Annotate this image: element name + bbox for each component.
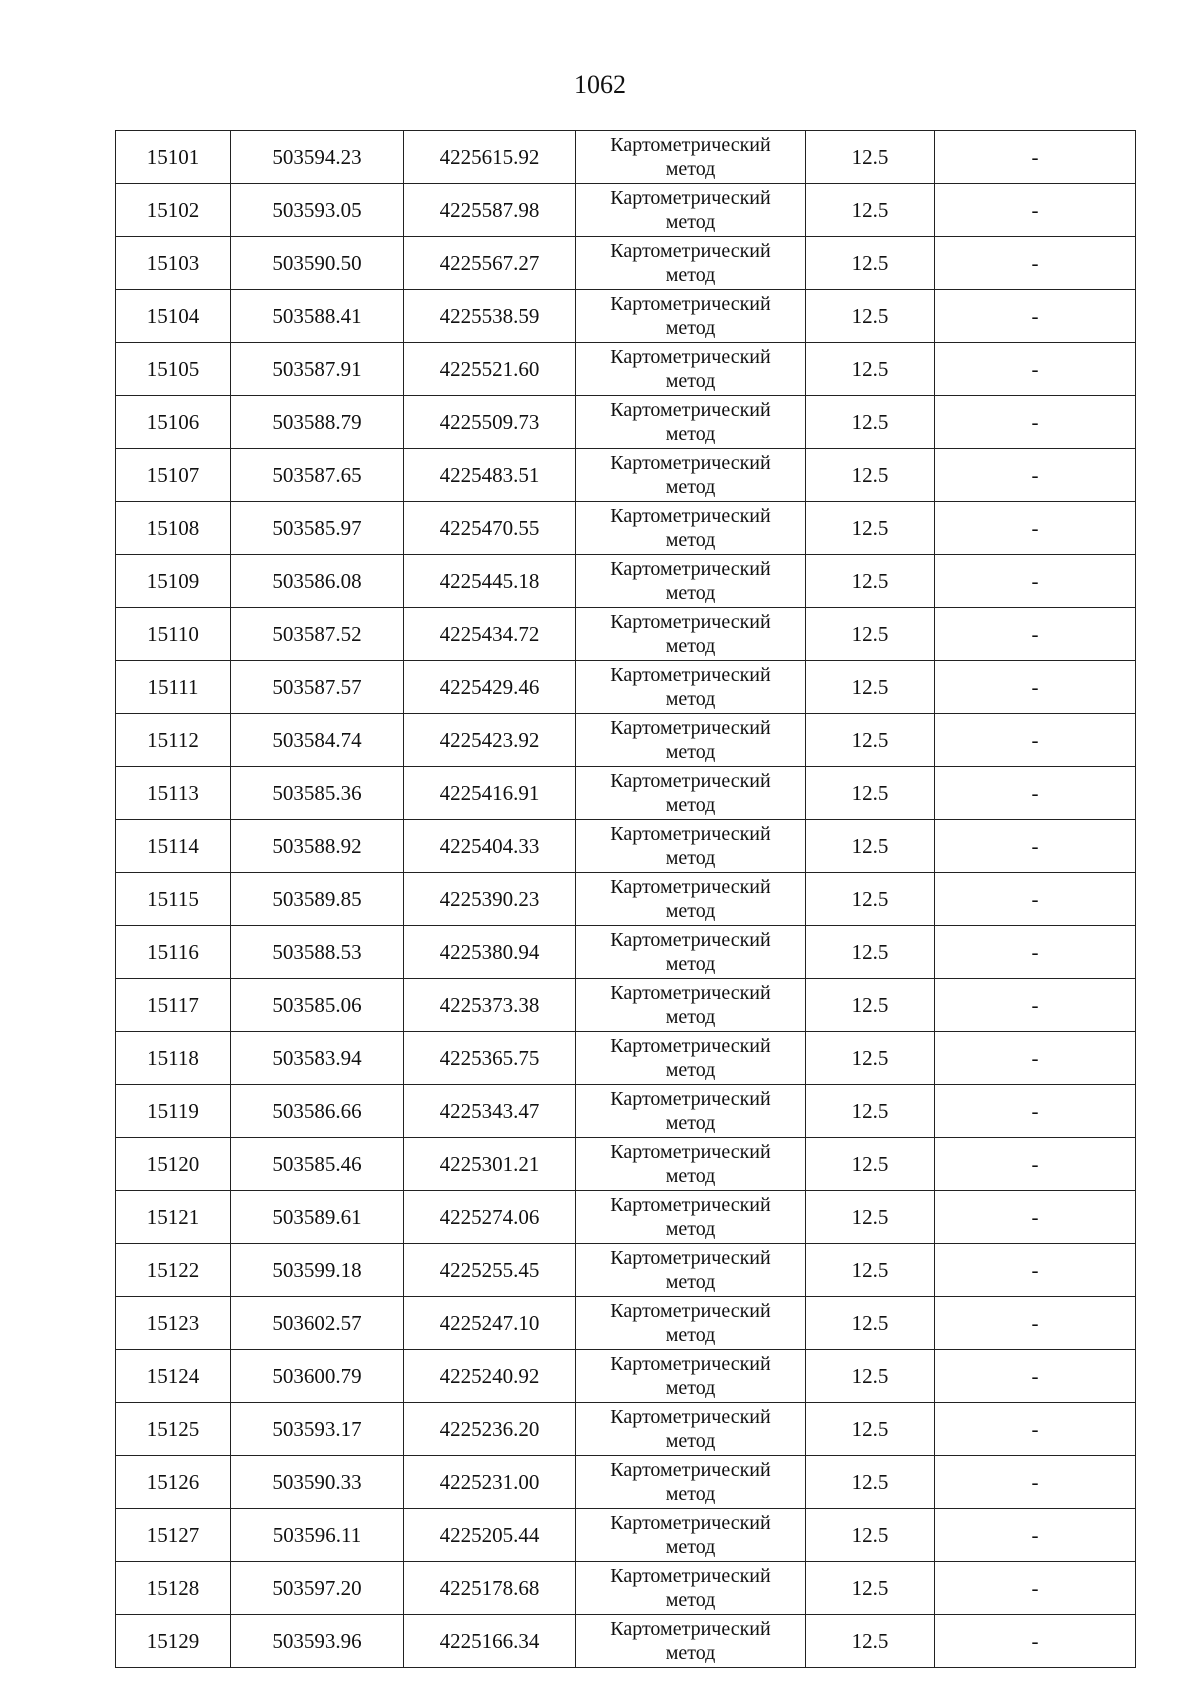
point-id-cell: 15115 xyxy=(116,873,231,926)
point-id-cell: 15123 xyxy=(116,1297,231,1350)
method-cell xyxy=(576,926,806,979)
note-cell: - xyxy=(935,290,1136,343)
accuracy-cell: 12.5 xyxy=(806,1350,935,1403)
method-cell xyxy=(576,1403,806,1456)
method-cell xyxy=(576,184,806,237)
table-row xyxy=(116,1191,1136,1244)
table-row xyxy=(116,1509,1136,1562)
note-cell: - xyxy=(935,1456,1136,1509)
method-line-1: Картометрический xyxy=(610,929,771,951)
note-cell: - xyxy=(935,873,1136,926)
point-id-cell: 15108 xyxy=(116,502,231,555)
y-coordinate-cell: 4225483.51 xyxy=(404,449,576,502)
x-coordinate-cell: 503588.41 xyxy=(231,290,404,343)
table-row xyxy=(116,1456,1136,1509)
y-coordinate-cell: 4225255.45 xyxy=(404,1244,576,1297)
note-cell: - xyxy=(935,1297,1136,1350)
table-row xyxy=(116,1244,1136,1297)
accuracy-cell: 12.5 xyxy=(806,1509,935,1562)
method-cell xyxy=(576,979,806,1032)
y-coordinate-cell: 4225205.44 xyxy=(404,1509,576,1562)
note-cell: - xyxy=(935,555,1136,608)
y-coordinate-cell: 4225365.75 xyxy=(404,1032,576,1085)
accuracy-cell: 12.5 xyxy=(806,820,935,873)
accuracy-cell: 12.5 xyxy=(806,1615,935,1668)
table-row xyxy=(116,979,1136,1032)
method-line-1: Картометрический xyxy=(610,1459,771,1481)
x-coordinate-cell: 503593.17 xyxy=(231,1403,404,1456)
point-id-cell: 15113 xyxy=(116,767,231,820)
note-cell: - xyxy=(935,820,1136,873)
method-cell xyxy=(576,820,806,873)
method-line-1: Картометрический xyxy=(610,399,771,421)
y-coordinate-cell: 4225247.10 xyxy=(404,1297,576,1350)
method-line-2: метод xyxy=(665,1536,716,1558)
table-row xyxy=(116,661,1136,714)
method-cell xyxy=(576,1085,806,1138)
method-cell xyxy=(576,714,806,767)
note-cell: - xyxy=(935,926,1136,979)
y-coordinate-cell: 4225470.55 xyxy=(404,502,576,555)
x-coordinate-cell: 503594.23 xyxy=(231,131,404,184)
accuracy-cell: 12.5 xyxy=(806,237,935,290)
x-coordinate-cell: 503583.94 xyxy=(231,1032,404,1085)
method-line-1: Картометрический xyxy=(610,982,771,1004)
method-cell xyxy=(576,449,806,502)
accuracy-cell: 12.5 xyxy=(806,714,935,767)
y-coordinate-cell: 4225567.27 xyxy=(404,237,576,290)
method-line-2: метод xyxy=(665,953,716,975)
method-cell xyxy=(576,131,806,184)
x-coordinate-cell: 503602.57 xyxy=(231,1297,404,1350)
y-coordinate-cell: 4225240.92 xyxy=(404,1350,576,1403)
point-id-cell: 15116 xyxy=(116,926,231,979)
note-cell: - xyxy=(935,608,1136,661)
method-line-2: метод xyxy=(665,1483,716,1505)
method-line-2: метод xyxy=(665,847,716,869)
y-coordinate-cell: 4225178.68 xyxy=(404,1562,576,1615)
method-line-1: Картометрический xyxy=(610,770,771,792)
x-coordinate-cell: 503590.33 xyxy=(231,1456,404,1509)
point-id-cell: 15117 xyxy=(116,979,231,1032)
note-cell: - xyxy=(935,1085,1136,1138)
method-line-1: Картометрический xyxy=(610,293,771,315)
table-row xyxy=(116,1138,1136,1191)
note-cell: - xyxy=(935,184,1136,237)
table-row xyxy=(116,343,1136,396)
method-line-1: Картометрический xyxy=(610,1300,771,1322)
table-row xyxy=(116,820,1136,873)
method-line-1: Картометрический xyxy=(610,823,771,845)
accuracy-cell: 12.5 xyxy=(806,1085,935,1138)
point-id-cell: 15118 xyxy=(116,1032,231,1085)
accuracy-cell: 12.5 xyxy=(806,1244,935,1297)
accuracy-cell: 12.5 xyxy=(806,1138,935,1191)
accuracy-cell: 12.5 xyxy=(806,184,935,237)
method-line-1: Картометрический xyxy=(610,876,771,898)
x-coordinate-cell: 503593.96 xyxy=(231,1615,404,1668)
method-cell xyxy=(576,555,806,608)
accuracy-cell: 12.5 xyxy=(806,290,935,343)
y-coordinate-cell: 4225301.21 xyxy=(404,1138,576,1191)
accuracy-cell: 12.5 xyxy=(806,1297,935,1350)
note-cell: - xyxy=(935,714,1136,767)
method-line-1: Картометрический xyxy=(610,346,771,368)
x-coordinate-cell: 503585.97 xyxy=(231,502,404,555)
accuracy-cell: 12.5 xyxy=(806,396,935,449)
accuracy-cell: 12.5 xyxy=(806,1032,935,1085)
x-coordinate-cell: 503600.79 xyxy=(231,1350,404,1403)
method-cell xyxy=(576,1562,806,1615)
table-row xyxy=(116,396,1136,449)
method-line-1: Картометрический xyxy=(610,1247,771,1269)
point-id-cell: 15124 xyxy=(116,1350,231,1403)
note-cell: - xyxy=(935,449,1136,502)
table-row xyxy=(116,1350,1136,1403)
note-cell: - xyxy=(935,237,1136,290)
note-cell: - xyxy=(935,1032,1136,1085)
table-row xyxy=(116,184,1136,237)
point-id-cell: 15104 xyxy=(116,290,231,343)
method-line-1: Картометрический xyxy=(610,1406,771,1428)
method-line-1: Картометрический xyxy=(610,664,771,686)
note-cell: - xyxy=(935,1509,1136,1562)
method-line-1: Картометрический xyxy=(610,611,771,633)
method-line-2: метод xyxy=(665,1218,716,1240)
method-line-1: Картометрический xyxy=(610,240,771,262)
coordinates-table-body xyxy=(116,131,1136,1668)
point-id-cell: 15119 xyxy=(116,1085,231,1138)
method-cell xyxy=(576,1191,806,1244)
method-line-2: метод xyxy=(665,741,716,763)
x-coordinate-cell: 503593.05 xyxy=(231,184,404,237)
note-cell: - xyxy=(935,1403,1136,1456)
accuracy-cell: 12.5 xyxy=(806,1562,935,1615)
method-line-2: метод xyxy=(665,370,716,392)
method-cell xyxy=(576,608,806,661)
method-line-2: метод xyxy=(665,476,716,498)
note-cell: - xyxy=(935,1138,1136,1191)
point-id-cell: 15111 xyxy=(116,661,231,714)
method-line-1: Картометрический xyxy=(610,187,771,209)
y-coordinate-cell: 4225429.46 xyxy=(404,661,576,714)
point-id-cell: 15129 xyxy=(116,1615,231,1668)
x-coordinate-cell: 503589.85 xyxy=(231,873,404,926)
point-id-cell: 15128 xyxy=(116,1562,231,1615)
x-coordinate-cell: 503585.06 xyxy=(231,979,404,1032)
y-coordinate-cell: 4225380.94 xyxy=(404,926,576,979)
y-coordinate-cell: 4225231.00 xyxy=(404,1456,576,1509)
method-cell xyxy=(576,1350,806,1403)
point-id-cell: 15125 xyxy=(116,1403,231,1456)
x-coordinate-cell: 503590.50 xyxy=(231,237,404,290)
method-line-2: метод xyxy=(665,1377,716,1399)
y-coordinate-cell: 4225521.60 xyxy=(404,343,576,396)
method-line-2: метод xyxy=(665,317,716,339)
y-coordinate-cell: 4225538.59 xyxy=(404,290,576,343)
method-line-1: Картометрический xyxy=(610,505,771,527)
method-cell xyxy=(576,1509,806,1562)
point-id-cell: 15102 xyxy=(116,184,231,237)
method-cell xyxy=(576,1456,806,1509)
method-line-1: Картометрический xyxy=(610,1353,771,1375)
method-line-1: Картометрический xyxy=(610,717,771,739)
table-row xyxy=(116,237,1136,290)
method-line-1: Картометрический xyxy=(610,558,771,580)
table-row xyxy=(116,1032,1136,1085)
y-coordinate-cell: 4225445.18 xyxy=(404,555,576,608)
accuracy-cell: 12.5 xyxy=(806,1191,935,1244)
accuracy-cell: 12.5 xyxy=(806,979,935,1032)
note-cell: - xyxy=(935,1562,1136,1615)
accuracy-cell: 12.5 xyxy=(806,873,935,926)
y-coordinate-cell: 4225390.23 xyxy=(404,873,576,926)
x-coordinate-cell: 503587.57 xyxy=(231,661,404,714)
point-id-cell: 15103 xyxy=(116,237,231,290)
y-coordinate-cell: 4225423.92 xyxy=(404,714,576,767)
method-line-2: метод xyxy=(665,1324,716,1346)
method-cell xyxy=(576,237,806,290)
method-line-1: Картометрический xyxy=(610,1194,771,1216)
method-line-2: метод xyxy=(665,1165,716,1187)
method-line-1: Картометрический xyxy=(610,134,771,156)
point-id-cell: 15127 xyxy=(116,1509,231,1562)
method-line-2: метод xyxy=(665,794,716,816)
method-line-1: Картометрический xyxy=(610,1618,771,1640)
table-row xyxy=(116,1297,1136,1350)
note-cell: - xyxy=(935,767,1136,820)
y-coordinate-cell: 4225615.92 xyxy=(404,131,576,184)
point-id-cell: 15110 xyxy=(116,608,231,661)
x-coordinate-cell: 503586.66 xyxy=(231,1085,404,1138)
method-cell xyxy=(576,1138,806,1191)
point-id-cell: 15106 xyxy=(116,396,231,449)
accuracy-cell: 12.5 xyxy=(806,926,935,979)
y-coordinate-cell: 4225509.73 xyxy=(404,396,576,449)
x-coordinate-cell: 503588.53 xyxy=(231,926,404,979)
x-coordinate-cell: 503584.74 xyxy=(231,714,404,767)
method-line-2: метод xyxy=(665,1006,716,1028)
point-id-cell: 15122 xyxy=(116,1244,231,1297)
accuracy-cell: 12.5 xyxy=(806,131,935,184)
x-coordinate-cell: 503587.91 xyxy=(231,343,404,396)
note-cell: - xyxy=(935,979,1136,1032)
method-cell xyxy=(576,502,806,555)
table-row xyxy=(116,1615,1136,1668)
x-coordinate-cell: 503599.18 xyxy=(231,1244,404,1297)
method-cell xyxy=(576,396,806,449)
method-cell xyxy=(576,661,806,714)
point-id-cell: 15126 xyxy=(116,1456,231,1509)
accuracy-cell: 12.5 xyxy=(806,555,935,608)
coordinates-table xyxy=(115,130,1136,1668)
y-coordinate-cell: 4225236.20 xyxy=(404,1403,576,1456)
note-cell: - xyxy=(935,502,1136,555)
method-line-1: Картометрический xyxy=(610,452,771,474)
x-coordinate-cell: 503596.11 xyxy=(231,1509,404,1562)
method-line-2: метод xyxy=(665,1271,716,1293)
x-coordinate-cell: 503589.61 xyxy=(231,1191,404,1244)
note-cell: - xyxy=(935,131,1136,184)
note-cell: - xyxy=(935,1350,1136,1403)
accuracy-cell: 12.5 xyxy=(806,1403,935,1456)
table-row xyxy=(116,290,1136,343)
table-row xyxy=(116,555,1136,608)
accuracy-cell: 12.5 xyxy=(806,661,935,714)
method-cell xyxy=(576,1032,806,1085)
point-id-cell: 15107 xyxy=(116,449,231,502)
y-coordinate-cell: 4225343.47 xyxy=(404,1085,576,1138)
y-coordinate-cell: 4225416.91 xyxy=(404,767,576,820)
method-line-1: Картометрический xyxy=(610,1088,771,1110)
accuracy-cell: 12.5 xyxy=(806,343,935,396)
x-coordinate-cell: 503586.08 xyxy=(231,555,404,608)
point-id-cell: 15101 xyxy=(116,131,231,184)
table-row xyxy=(116,608,1136,661)
method-line-1: Картометрический xyxy=(610,1512,771,1534)
x-coordinate-cell: 503588.79 xyxy=(231,396,404,449)
method-line-2: метод xyxy=(665,211,716,233)
method-line-2: метод xyxy=(665,582,716,604)
point-id-cell: 15109 xyxy=(116,555,231,608)
point-id-cell: 15105 xyxy=(116,343,231,396)
y-coordinate-cell: 4225434.72 xyxy=(404,608,576,661)
x-coordinate-cell: 503585.46 xyxy=(231,1138,404,1191)
table-row xyxy=(116,873,1136,926)
note-cell: - xyxy=(935,661,1136,714)
method-line-2: метод xyxy=(665,1059,716,1081)
table-row xyxy=(116,767,1136,820)
x-coordinate-cell: 503587.52 xyxy=(231,608,404,661)
table-row xyxy=(116,1562,1136,1615)
y-coordinate-cell: 4225373.38 xyxy=(404,979,576,1032)
note-cell: - xyxy=(935,343,1136,396)
method-cell xyxy=(576,290,806,343)
method-line-1: Картометрический xyxy=(610,1565,771,1587)
point-id-cell: 15120 xyxy=(116,1138,231,1191)
method-line-2: метод xyxy=(665,688,716,710)
note-cell: - xyxy=(935,1244,1136,1297)
point-id-cell: 15121 xyxy=(116,1191,231,1244)
note-cell: - xyxy=(935,396,1136,449)
method-line-1: Картометрический xyxy=(610,1035,771,1057)
method-line-2: метод xyxy=(665,158,716,180)
table-row xyxy=(116,1085,1136,1138)
table-row xyxy=(116,131,1136,184)
table-row xyxy=(116,502,1136,555)
method-cell xyxy=(576,1244,806,1297)
point-id-cell: 15114 xyxy=(116,820,231,873)
x-coordinate-cell: 503588.92 xyxy=(231,820,404,873)
method-line-2: метод xyxy=(665,1430,716,1452)
method-cell xyxy=(576,873,806,926)
accuracy-cell: 12.5 xyxy=(806,608,935,661)
method-line-2: метод xyxy=(665,1642,716,1664)
y-coordinate-cell: 4225587.98 xyxy=(404,184,576,237)
method-cell xyxy=(576,1615,806,1668)
table-row xyxy=(116,449,1136,502)
accuracy-cell: 12.5 xyxy=(806,502,935,555)
method-cell xyxy=(576,343,806,396)
method-cell xyxy=(576,767,806,820)
accuracy-cell: 12.5 xyxy=(806,1456,935,1509)
method-cell xyxy=(576,1297,806,1350)
table-row xyxy=(116,714,1136,767)
x-coordinate-cell: 503587.65 xyxy=(231,449,404,502)
x-coordinate-cell: 503597.20 xyxy=(231,1562,404,1615)
method-line-2: метод xyxy=(665,900,716,922)
x-coordinate-cell: 503585.36 xyxy=(231,767,404,820)
accuracy-cell: 12.5 xyxy=(806,449,935,502)
accuracy-cell: 12.5 xyxy=(806,767,935,820)
y-coordinate-cell: 4225274.06 xyxy=(404,1191,576,1244)
page-number: 1062 xyxy=(574,70,626,99)
y-coordinate-cell: 4225404.33 xyxy=(404,820,576,873)
method-line-2: метод xyxy=(665,529,716,551)
table-row xyxy=(116,926,1136,979)
y-coordinate-cell: 4225166.34 xyxy=(404,1615,576,1668)
method-line-2: метод xyxy=(665,1112,716,1134)
method-line-2: метод xyxy=(665,264,716,286)
table-row xyxy=(116,1403,1136,1456)
method-line-2: метод xyxy=(665,635,716,657)
method-line-1: Картометрический xyxy=(610,1141,771,1163)
note-cell: - xyxy=(935,1615,1136,1668)
method-line-2: метод xyxy=(665,423,716,445)
note-cell: - xyxy=(935,1191,1136,1244)
method-line-2: метод xyxy=(665,1589,716,1611)
point-id-cell: 15112 xyxy=(116,714,231,767)
